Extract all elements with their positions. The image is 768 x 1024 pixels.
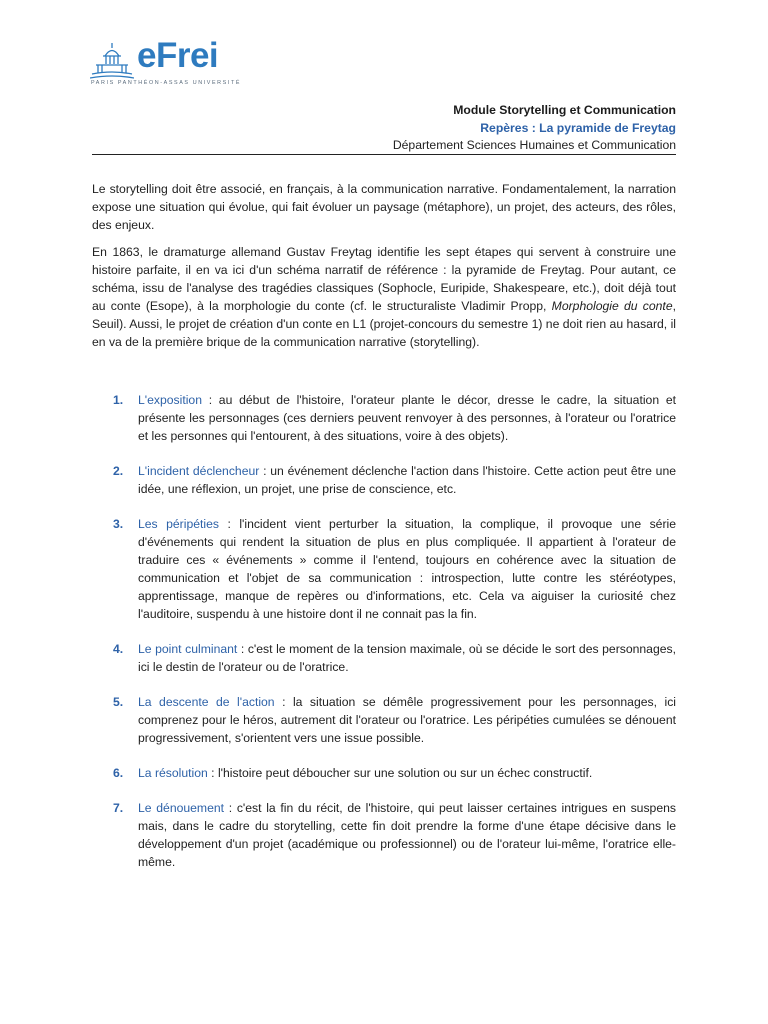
list-item: [92, 391, 676, 445]
step-term: Le point culminant: [138, 642, 238, 656]
list-item: [92, 799, 676, 871]
step-term: Les péripéties: [138, 517, 219, 531]
step-term: L'exposition: [138, 393, 202, 407]
document-header: [92, 102, 676, 155]
freytag-steps-list: [92, 391, 676, 871]
step-number: 7.: [113, 801, 124, 815]
list-item: [92, 764, 676, 782]
list-item: [92, 462, 676, 498]
list-item: [92, 640, 676, 676]
step-term: La résolution: [138, 766, 208, 780]
department-name: Département Sciences Humaines et Communication: [392, 138, 676, 152]
header-divider: [92, 154, 676, 155]
document-body: [92, 180, 676, 888]
building-dome-icon: [90, 42, 134, 80]
intro-p2-text: En 1863, le dramaturge allemand Gustav Freytag identifie les sept étapes qui servent à construire une histoire parfaite, il en va ici d'un schéma narratif de référence : la pyramide de Freytag. Pour autant, ce schéma, issu de l'analyse des tragédies classiques (Sophocle, Euripide, Shakespeare, etc.), doit déjà tout au conte (Esope), à la morphologie du conte (cf. le structuraliste Vladimir Propp,: [92, 245, 676, 313]
module-title: Module Storytelling et Communication: [453, 103, 676, 117]
logo-wordmark: eFrei: [137, 36, 219, 75]
step-text: : au début de l'histoire, l'orateur plante le décor, dresse le cadre, la situation et présente les personnages (ces derniers peuvent renvoyer à des personnes, à l'orateur ou l'oratrice et les personnes qui l'entourent, à des situations, voire à des objets).: [138, 393, 676, 443]
step-number: 1.: [113, 393, 124, 407]
step-term: La descente de l'action: [138, 695, 275, 709]
step-number: 2.: [113, 464, 124, 478]
document-subtitle: Repères : La pyramide de Freytag: [480, 120, 676, 135]
step-term: L'incident déclencheur: [138, 464, 260, 478]
intro-paragraph-2: [92, 243, 676, 351]
intro-paragraph-1: Le storytelling doit être associé, en français, à la communication narrative. Fondamentalement, la narration expose une situation qui évolue, qui fait évoluer un paysage (métaphore), un projet, des acteurs, des rôles, des enjeux.: [92, 182, 676, 232]
logo-subtitle: PARIS PANTHÉON-ASSAS UNIVERSITÉ: [91, 80, 242, 86]
step-number: 6.: [113, 766, 124, 780]
step-term: Le dénouement: [138, 801, 225, 815]
list-item: [92, 515, 676, 623]
step-text: : l'histoire peut déboucher sur une solution ou sur un échec constructif.: [207, 766, 593, 780]
step-number: 3.: [113, 517, 124, 531]
step-text: : un événement déclenche l'action dans l'histoire. Cette action peut être une idée, une réflexion, un projet, une prise de conscience, etc.: [138, 464, 676, 496]
step-text: : c'est la fin du récit, de l'histoire, qui peut laisser certaines intrigues en suspens mais, dans le cadre du storytelling, cette fin doit prendre la forme d'une étape décisive dans le développement d'un projet (académique ou professionnel) ou de l'orateur lui-même, l'oratrice elle-même.: [138, 801, 676, 869]
intro-p2-text-end: , Seuil). Aussi, le projet de création d'un conte en L1 (projet-concours du semestre 1) ne doit rien au hasard, il en va de la première brique de la communication narrative (storytelling).: [92, 299, 676, 349]
efrei-logo: [90, 36, 242, 90]
step-number: 4.: [113, 642, 124, 656]
step-text: : c'est le moment de la tension maximale, où se décide le sort des personnages, ici le destin de l'orateur ou de l'oratrice.: [138, 642, 676, 674]
step-number: 5.: [113, 695, 124, 709]
step-text: : l'incident vient perturber la situation, la complique, il provoque une série d'événements qui rendent la situation de plus en plus compliquée. Il appartient à l'orateur de traduire ces « événements » comme il l'entend, toujours en cohérence avec la situation de communication et l'objet de sa communication : introspection, lutte contre les stéréotypes, apprentissage, manque de repères ou d'informations, etc. Cela va aiguiser la curiosité chez l'auditoire, suspendu à une histoire dont il ne connait pas la fin.: [138, 517, 676, 621]
book-title: Morphologie du conte: [551, 299, 673, 313]
step-text: : la situation se démêle progressivement pour les personnages, ici comprenez pour le héros, autrement dit l'orateur ou l'oratrice. Les péripéties cumulées se dénouent progressivement, s'orientent vers une issue possible.: [138, 695, 676, 745]
list-item: [92, 693, 676, 747]
